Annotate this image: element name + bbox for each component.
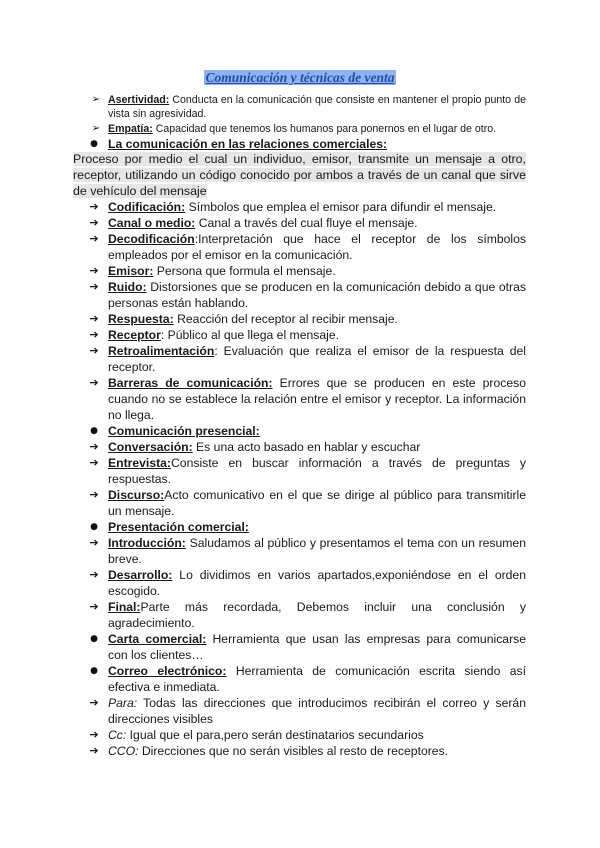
heading: La comunicación en las relaciones comerciales:	[108, 137, 388, 151]
term: Carta comercial:	[108, 632, 207, 646]
arrow-bullet-icon: ➔	[89, 536, 99, 549]
definition: Direcciones que no serán visibles al resto de receptores.	[138, 744, 449, 758]
term: Asertividad:	[108, 94, 170, 106]
definition: Herramienta de comunicación escrita siendo así efectiva e inmediata.	[108, 664, 527, 694]
arrow-bullet-icon: ➔	[89, 312, 99, 325]
term: Emisor:	[108, 264, 154, 278]
definition: Errores que se producen en este proceso cuando no se establece la relación entre el emisor y receptor. La información no llega.	[108, 376, 527, 422]
term: Decodificación	[108, 232, 195, 246]
dot-bullet-icon: ●	[90, 139, 98, 149]
definition: :Interpretación que hace el receptor de los símbolos empleados por el emisor en la comunicación.	[108, 232, 526, 262]
term: Final:	[108, 600, 141, 614]
arrow-bullet-icon: ➔	[89, 232, 99, 245]
definition: Lo dividimos en varios apartados,exponiéndose en el orden escogido.	[108, 568, 526, 598]
heading: Comunicación presencial:	[108, 424, 260, 438]
term: Cc:	[108, 728, 127, 742]
term: Introducción:	[108, 536, 186, 550]
arrow-bullet-icon: ➔	[89, 696, 99, 709]
term: Respuesta:	[108, 312, 174, 326]
definition: Canal a través del cual fluye el mensaje.	[195, 216, 418, 230]
definition: : Público al que llega el mensaje.	[160, 328, 340, 342]
term: Barreras de comunicación:	[108, 376, 273, 390]
definition: Herramienta que usan las empresas para comunicarse con los clientes…	[108, 632, 526, 662]
arrow-bullet-icon: ➔	[89, 600, 99, 613]
definition: Acto comunicativo en el que se dirige al público para transmitirle un mensaje.	[108, 488, 526, 518]
dot-bullet-icon: ●	[90, 666, 98, 676]
definition: Distorsiones que se producen en la comunicación debido a que otras personas están hablando.	[108, 280, 526, 310]
definition: Conducta en la comunicación que consiste en mantener el propio punto de vista sin agresividad.	[108, 94, 526, 120]
arrow-bullet-icon: ➔	[89, 200, 99, 213]
definition: Es una acto basado en hablar y escuchar	[192, 440, 421, 454]
dot-bullet-icon: ●	[90, 634, 98, 644]
term: Canal o medio:	[108, 216, 196, 230]
arrow-bullet-icon: ➔	[89, 264, 99, 277]
term: Correo electrónico:	[108, 664, 227, 678]
definition: Consiste en buscar información a través de preguntas y respuestas.	[108, 456, 526, 486]
term: Entrevista:	[108, 456, 171, 470]
term: Para:	[108, 696, 138, 710]
definition: Persona que formula el mensaje.	[153, 264, 336, 278]
arrowhead-bullet-icon: ➢	[91, 94, 101, 105]
term: Empatía:	[108, 123, 153, 135]
term: Receptor	[108, 328, 161, 342]
arrowhead-bullet-icon: ➢	[91, 123, 101, 134]
term: Discurso:	[108, 488, 165, 502]
arrow-bullet-icon: ➔	[89, 440, 99, 453]
arrow-bullet-icon: ➔	[89, 280, 99, 293]
definition: : Evaluación que realiza el emisor de la respuesta del receptor.	[108, 344, 526, 374]
definition: Todas las direcciones que introducimos recibirán el correo y serán direcciones visibles	[108, 696, 526, 726]
term: Codificación:	[108, 200, 186, 214]
definition: Capacidad que tenemos los humanos para ponernos en el lugar de otro.	[152, 123, 497, 135]
arrow-bullet-icon: ➔	[89, 344, 99, 357]
arrow-bullet-icon: ➔	[89, 488, 99, 501]
term: CCO:	[108, 744, 139, 758]
dot-bullet-icon: ●	[90, 522, 98, 532]
arrow-bullet-icon: ➔	[89, 728, 99, 741]
definition: Igual que el para,pero serán destinatarios secundarios	[126, 728, 424, 742]
term: Retroalimentación	[108, 344, 215, 358]
arrow-bullet-icon: ➔	[89, 744, 99, 757]
definition: Símbolos que emplea el emisor para difundir el mensaje.	[185, 200, 497, 214]
heading: Presentación comercial:	[108, 520, 249, 534]
definition: Saludamos al público y presentamos el tema con un resumen breve.	[108, 536, 526, 566]
dot-bullet-icon: ●	[90, 426, 98, 436]
definition: Parte más recordada, Debemos incluir una conclusión y agradecimiento.	[108, 600, 526, 630]
term: Ruido:	[108, 280, 147, 294]
arrow-bullet-icon: ➔	[89, 216, 99, 229]
arrow-bullet-icon: ➔	[89, 568, 99, 581]
document-title: Comunicación y técnicas de venta	[205, 70, 395, 85]
definition: Reacción del receptor al recibir mensaje.	[173, 312, 398, 326]
term: Desarrollo:	[108, 568, 173, 582]
term: Conversación:	[108, 440, 193, 454]
arrow-bullet-icon: ➔	[89, 328, 99, 341]
arrow-bullet-icon: ➔	[89, 376, 99, 389]
definition-paragraph: Proceso por medio el cual un individuo, emisor, transmite un mensaje a otro, receptor, utilizando un código conocido por ambos a través de un canal que sirve de vehículo del mensaje	[73, 152, 526, 198]
arrow-bullet-icon: ➔	[89, 456, 99, 469]
